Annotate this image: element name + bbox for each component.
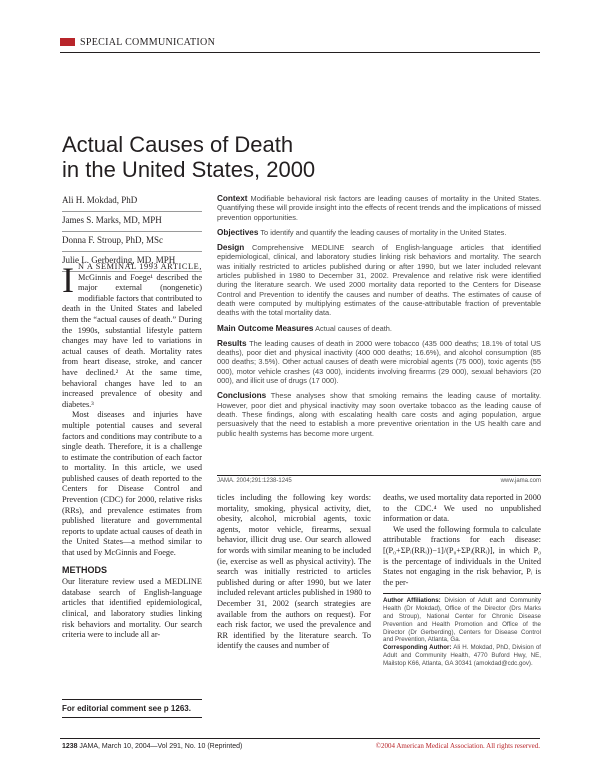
intro-paragraph-1: McGinnis and Foege¹ described the major external (nongenetic) modifiable factors that contributed to death in the United States and labeled them the “actual causes of death.” During the 1990s, substantial lifestyle pattern changes may have led to variations in actual causes of death. Mortality rates from heart disease, stroke, and cancer have declined.² At the same time, behavioral changes have led to an increased prevalence of obesity and diabetes.³ xyxy=(62,272,202,409)
outcome-label: Main Outcome Measures xyxy=(217,323,314,333)
context-text: Modifiable behavioral risk factors are leading causes of mortality in the United States. Quantifying these will provide insight into the effects of recent trends and the implications of missed prevention opportunities. xyxy=(217,194,541,222)
drop-cap: I xyxy=(62,260,74,300)
author-affiliations xyxy=(383,593,541,667)
corresponding-text: Ali H. Mokdad, PhD, Division of Adult and Community Health, 4770 Buford Hwy, NE, Mailstop K66, Atlanta, GA 30341 (amokdad@cdc.gov). xyxy=(383,644,541,667)
citation-line xyxy=(217,478,541,484)
section-label: SPECIAL COMMUNICATION xyxy=(80,37,216,48)
header-rule xyxy=(60,52,540,53)
citation: JAMA. 2004;291:1238-1245 xyxy=(217,478,292,484)
affiliations-label: Author Affiliations: xyxy=(383,597,441,605)
author-list xyxy=(62,193,202,273)
outcome-text: Actual causes of death. xyxy=(315,323,392,333)
affiliations-text: Division of Adult and Community Health (Dr Mokdad), Office of the Director (Drs Marks and Stroup), National Center for Chronic Disease Prevention and Health Promotion and Office of the Director (Dr Gerberding), Centers for Disease Control and Prevention, Atlanta, Ga. xyxy=(383,597,541,644)
section-color-bar xyxy=(60,38,75,46)
abstract-rule xyxy=(217,475,541,476)
abstract xyxy=(217,194,541,444)
journal-info: JAMA, March 10, 2004—Vol 291, No. 10 (Reprinted) xyxy=(79,743,243,750)
title-line-2: in the United States, 2000 xyxy=(62,157,316,182)
corresponding-label: Corresponding Author: xyxy=(383,644,452,652)
methods-paragraph-1: Our literature review used a MEDLINE database search of English-language articles that identified epidemiological, clinical, and laboratory studies linking risk behaviors and mortality. Our search criteria were to include all ar- xyxy=(62,577,202,640)
conclusions-label: Conclusions xyxy=(217,391,267,401)
column-3 xyxy=(383,493,541,668)
methods-paragraph-4: We used the following formula to calculate attributable fractions for each disease: [(P₀+ΣPᵢ(RRᵢ))−1]/(P₀+ΣPᵢ(RRᵢ)], in which P₀ is the percentage of individuals in the United States not engaging in the risk behavior, Pᵢ is the per- xyxy=(383,524,541,587)
footer-rule xyxy=(60,738,540,739)
lead-in: N A SEMINAL 1993 ARTICLE, xyxy=(78,262,202,271)
intro-paragraph-2: Most diseases and injuries have multiple potential causes and several factors and conditions may contribute to a single death. Therefore, it is a challenge to estimate the contribution of each factor to mortality. In this article, we used published causes of death reported to the Centers for Disease Control and Prevention (CDC) for 2000, relative risks (RRs), and prevalence estimates from published literature and governmental reports to update actual causes of death in the United States—a method similar to that used by McGinnis and Foege. xyxy=(62,410,202,558)
page-number: 1238 xyxy=(62,743,78,750)
footer-left xyxy=(62,742,242,750)
methods-paragraph-2: ticles including the following key words: mortality, smoking, physical activity, diet, obesity, alcohol, microbial agents, toxic agents, motor vehicle, firearms, sexual behavior, illicit drug use. Our search allowed for words with similar meaning to be included (ie, exercise as well as physical activity). The search was initially restricted to articles published during or after 1990, but we later included relevant articles published in 1980 to December 31, 2002 (search strategies are available from the authors on request). For each risk factor, we used the prevalence and RR identified by the literature search. To identify the causes and number of xyxy=(217,493,371,651)
methods-heading: METHODS xyxy=(62,564,107,575)
column-1 xyxy=(62,262,202,641)
author-2: James S. Marks, MD, MPH xyxy=(62,213,202,232)
context-label: Context xyxy=(217,194,248,203)
author-4: Julie L. Gerberding, MD, MPH xyxy=(62,253,202,272)
article-title xyxy=(62,132,315,182)
conclusions-text: These analyses show that smoking remains the leading cause of mortality. However, poor diet and physical inactivity may soon overtake tobacco as the leading cause of death. These findings, along with escalating health care costs and aging population, argue persuasively that the need to establish a more preventive orientation in the US health care and public health systems has become more urgent. xyxy=(217,391,541,438)
design-text: Comprehensive MEDLINE search of English-language articles that identified epidemiological, clinical, and laboratory studies linking risk behaviors and mortality. The search was initially restricted to articles published during or after 1990, but we later included relevant articles published in 1980 to December 31, 2002. Prevalence and relative risk were identified during the literature search. We used 2000 mortality data reported to the Centers for Disease Control and Prevention to identify the causes and number of deaths. The estimates of cause of death were computed by multiplying estimates of the cause-attributable fraction of preventable deaths with the total mortality data. xyxy=(217,243,541,318)
title-line-1: Actual Causes of Death xyxy=(62,132,294,157)
objectives-label: Objectives xyxy=(217,227,259,237)
copyright: ©2004 American Medical Association. All rights reserved. xyxy=(375,742,540,750)
journal-url[interactable]: www.jama.com xyxy=(500,478,541,484)
objectives-text: To identify and quantify the leading causes of mortality in the United States. xyxy=(260,227,507,237)
results-label: Results xyxy=(217,338,247,348)
author-1: Ali H. Mokdad, PhD xyxy=(62,193,202,212)
methods-paragraph-3: deaths, we used mortality data reported in 2000 to the CDC.⁴ We used no unpublished information or data. xyxy=(383,493,541,524)
editorial-note: For editorial comment see p 1263. xyxy=(62,699,202,718)
design-label: Design xyxy=(217,243,245,253)
author-3: Donna F. Stroup, PhD, MSc xyxy=(62,233,202,252)
results-text: The leading causes of death in 2000 were tobacco (435 000 deaths; 18.1% of total US deaths), poor diet and physical inactivity (400 000 deaths; 16.6%), and alcohol consumption (85 000 deaths; 3.5%). Other actual causes of death were microbial agents (75 000), toxic agents (55 000), motor vehicle crashes (43 000), incidents involving firearms (29 000), sexual behaviors (20 000), and illicit use of drugs (17 000). xyxy=(217,338,541,386)
column-2 xyxy=(217,493,371,652)
